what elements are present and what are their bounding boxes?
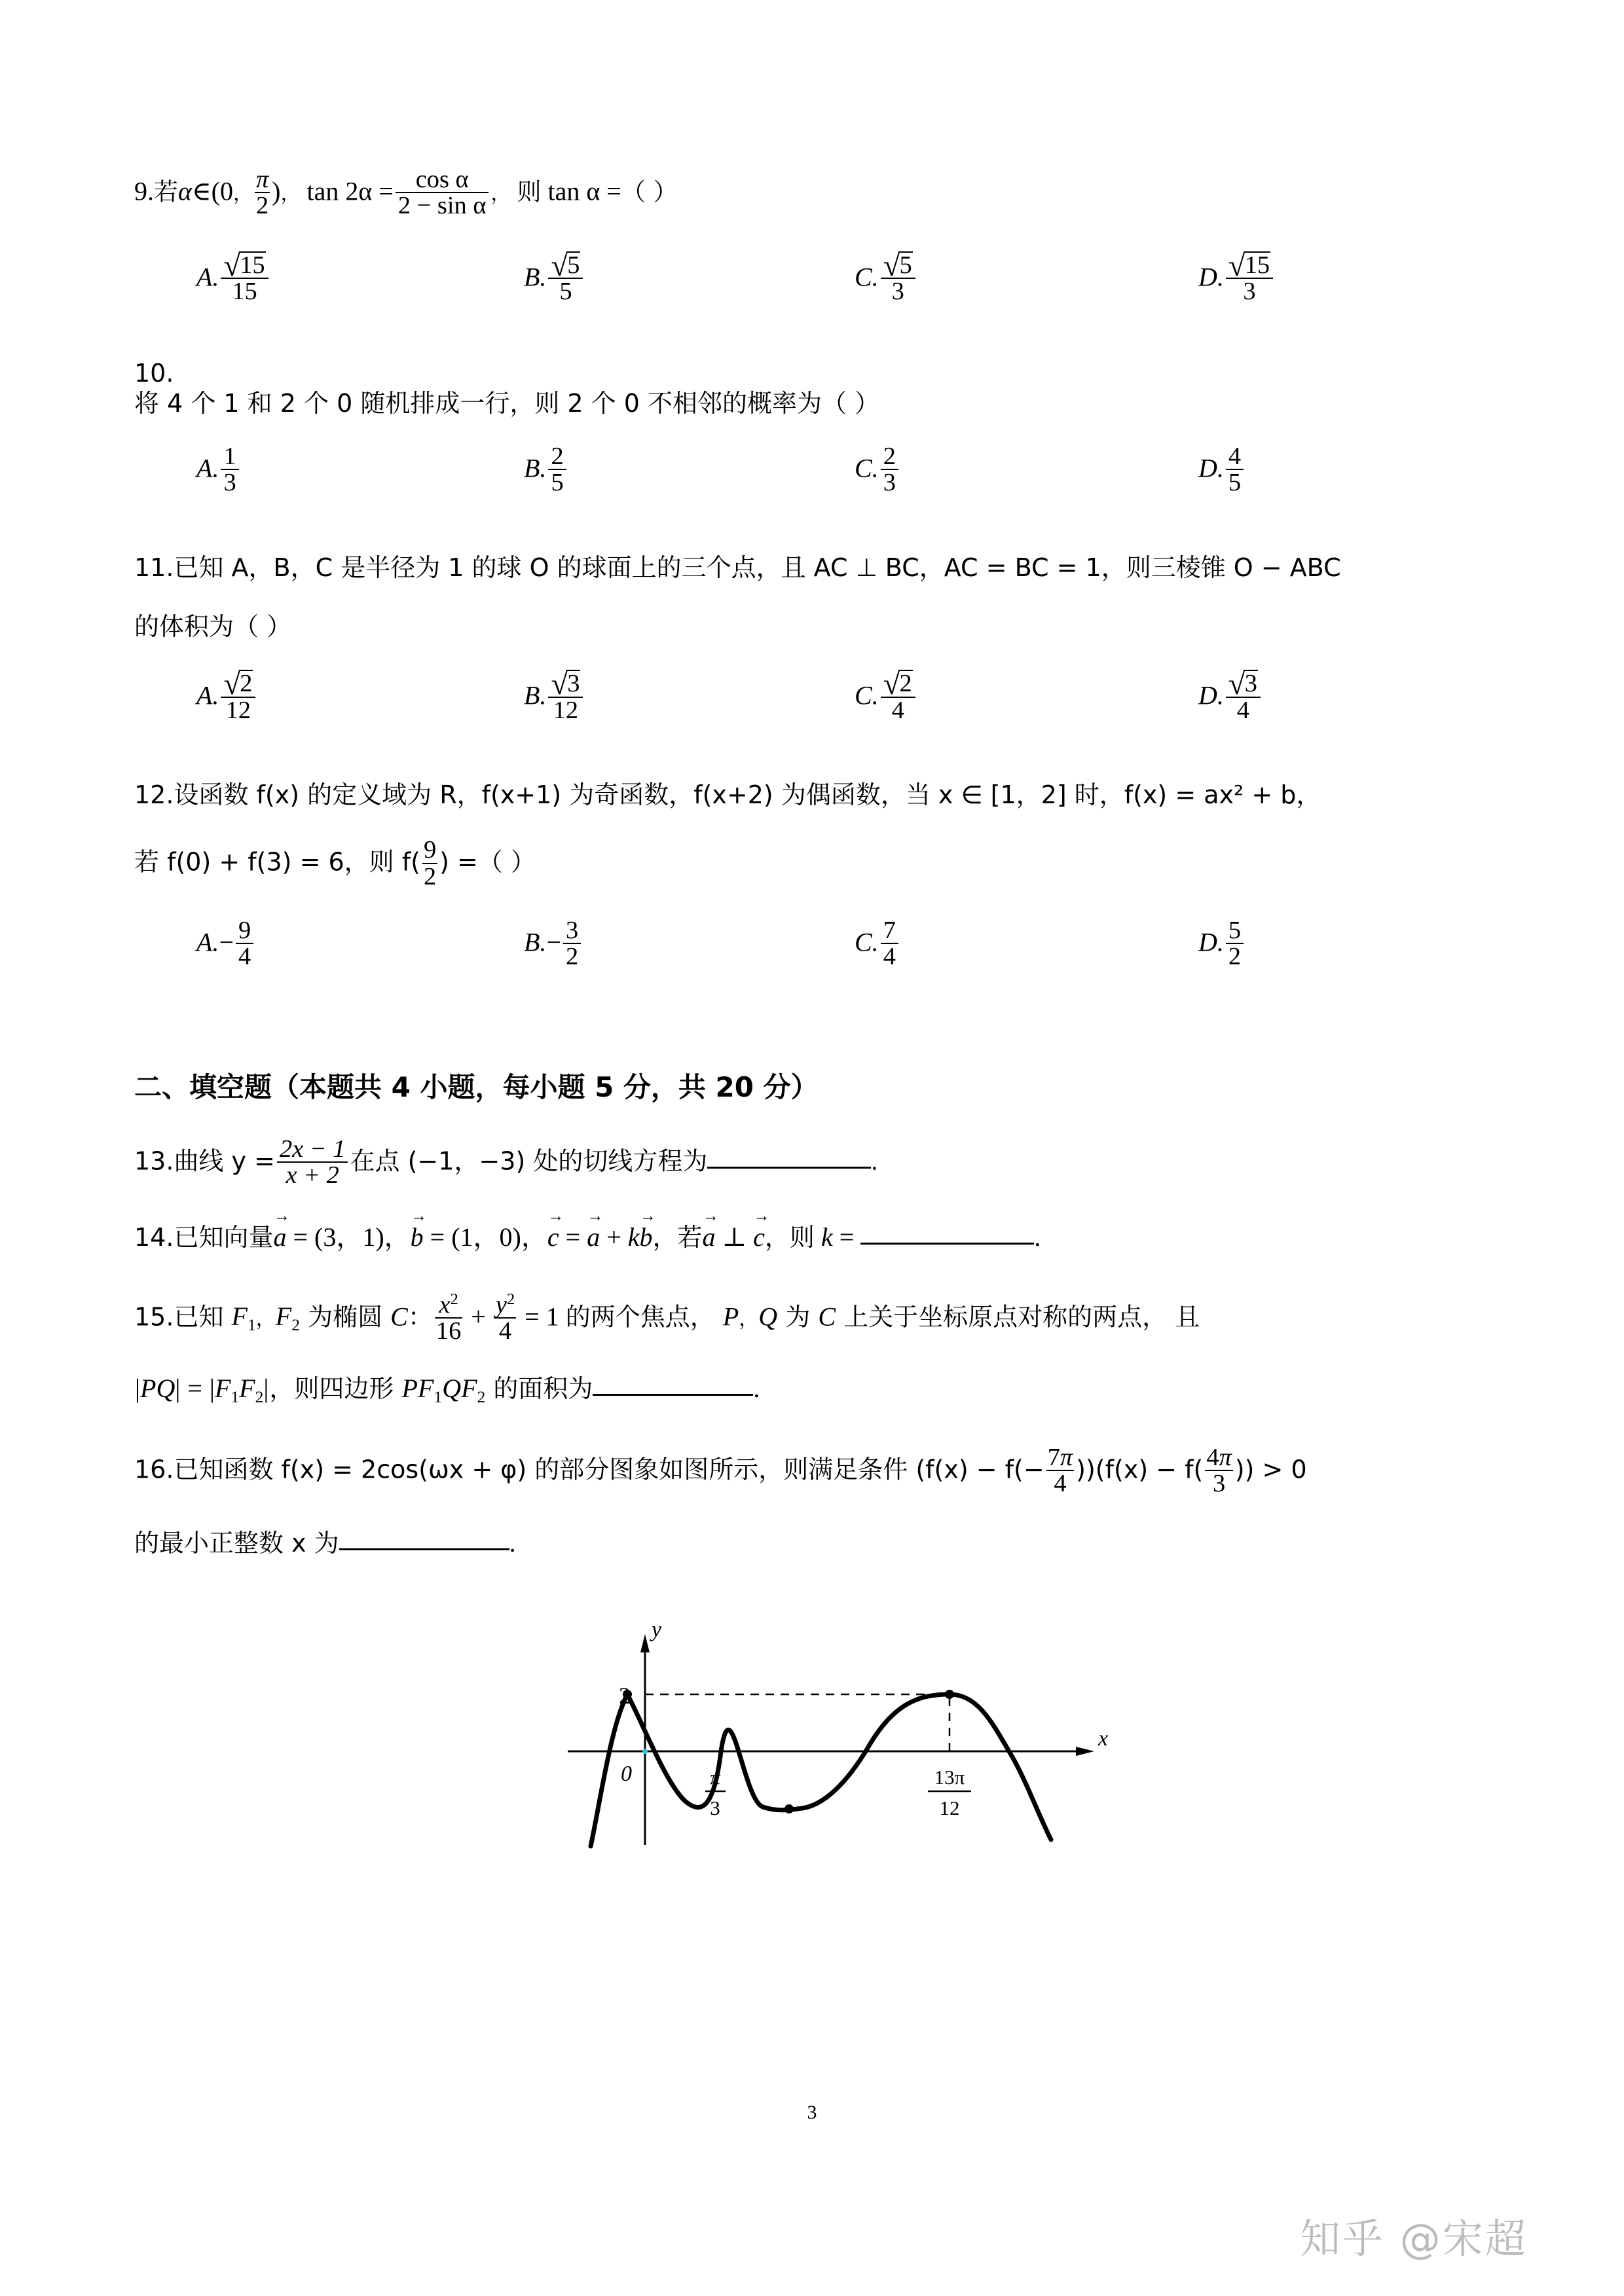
question-13-line: 13.曲线 y = $\frac{2x - 1}{x + 2}$ 在点 (−1，−3) 处的切线方程为 . <box>134 1135 878 1190</box>
q9-tan2a: tan 2α <box>306 176 373 206</box>
q14-answer-blank[interactable] <box>860 1243 1034 1245</box>
q14-vector-c2: c → <box>753 1207 770 1252</box>
q9-paren-close: ) <box>272 176 281 206</box>
q9-fraction <box>396 167 489 219</box>
q11-option-D[interactable] <box>1198 668 1263 723</box>
page-content <box>134 167 1418 1859</box>
y-axis-arrow-icon <box>640 1634 650 1652</box>
q14-vector-a: a → <box>273 1207 290 1252</box>
question-13 <box>134 1137 1418 1188</box>
q11-option-C-label: C. <box>855 680 879 710</box>
q12-option-B-value: $\frac{3}{2}$ <box>563 918 581 970</box>
q10-option-D[interactable] <box>1198 444 1246 496</box>
q9-option-B-value: √ 5 5 <box>548 250 583 304</box>
q10-option-D-value: $\frac{4}{5}$ <box>1226 444 1244 496</box>
q10-option-B[interactable] <box>524 444 568 496</box>
question-15-line1: 15.已知 $F_1$，$F_2$ 为椭圆 C： $\frac{x^2}{16}$ + $\frac{y^2}{4}$ = 1 的两个焦点， P，Q 为 C 上关于坐标原点对称的两点， 且 <box>134 1290 1200 1345</box>
q9-number: 9. <box>134 176 154 206</box>
page-number: 3 <box>807 2102 817 2123</box>
q12-option-B[interactable] <box>524 918 583 970</box>
q13-answer-blank[interactable] <box>707 1167 871 1169</box>
question-15-line2: $|PQ| = |F_1F_2|$，则四边形 $PF_1QF_2$ 的面积为 . <box>135 1374 760 1407</box>
q14-vector-b2: b → <box>639 1207 656 1252</box>
q11-option-B-label: B. <box>524 680 547 710</box>
question-15 <box>134 1292 1418 1407</box>
question-12-line2: 若 f(0) + f(3) = 6，则 f( $\frac{9}{2}$ ) =（ ） <box>134 836 536 890</box>
x-tick-label-pi-over-3 <box>705 1766 726 1819</box>
q12-option-C[interactable] <box>855 918 900 970</box>
x-tick-label-13pi-over-12 <box>928 1766 971 1819</box>
question-11-options <box>134 661 1418 739</box>
q9-eq2: = <box>606 176 621 206</box>
q11-option-B[interactable] <box>524 668 585 723</box>
q9-then: 则 <box>517 177 542 206</box>
q9-option-B-label: B. <box>524 262 547 292</box>
q9-eq: = <box>378 176 394 206</box>
q11-option-D-value: √ 3 4 <box>1226 668 1261 723</box>
q10-option-C-label: C. <box>855 453 879 483</box>
question-10-stem: 10. <box>134 358 174 388</box>
q12-option-C-value: $\frac{7}{4}$ <box>881 918 898 970</box>
q15-answer-blank[interactable] <box>593 1394 753 1396</box>
q9-zero: 0 <box>219 176 233 206</box>
q10-option-A-value: $\frac{1}{3}$ <box>221 444 238 496</box>
q16-7pi-over-4: $\frac{7\pi}{4}$ <box>1047 1444 1073 1498</box>
q10-option-B-label: B. <box>524 453 547 483</box>
q9-stem-cn: 若 <box>154 177 178 206</box>
question-10 <box>134 359 1418 418</box>
q15-abs-pq: |PQ| <box>135 1374 181 1404</box>
question-16-figure <box>134 1584 1418 1859</box>
q12-option-C-label: C. <box>855 927 879 957</box>
q11-option-B-value: √ 3 12 <box>548 668 583 723</box>
question-16-line2: 的最小正整数 x 为 . <box>134 1527 516 1558</box>
x-axis-arrow-icon <box>1076 1747 1094 1756</box>
q16-answer-blank[interactable] <box>339 1548 509 1550</box>
cosine-curve <box>591 1694 1051 1846</box>
q12-option-A-value: $\frac{9}{4}$ <box>236 918 253 970</box>
trough-marker <box>784 1804 794 1813</box>
q9-option-D-label: D. <box>1198 262 1224 292</box>
peak-marker-2 <box>945 1690 954 1699</box>
q12-option-A-sign: − <box>219 927 234 957</box>
q9-tana: tan α <box>547 176 600 206</box>
q11-option-C[interactable] <box>855 668 917 723</box>
question-10-options <box>134 435 1418 513</box>
q12-option-D-value: $\frac{5}{2}$ <box>1226 918 1244 970</box>
question-9-options <box>134 238 1418 314</box>
question-9-stem <box>134 167 1418 219</box>
q9-option-C-value: √ 5 3 <box>881 250 915 304</box>
svg-text:12: 12 <box>939 1796 960 1819</box>
q9-fraction-den: 2 − sin α <box>396 192 489 218</box>
question-12 <box>134 780 1418 889</box>
q11-option-C-value: √ 2 4 <box>881 668 915 723</box>
q12-option-A[interactable] <box>196 918 255 970</box>
q9-option-D[interactable] <box>1198 250 1275 304</box>
q14-vector-b: b → <box>410 1207 427 1252</box>
q12-option-A-label: A. <box>196 927 219 957</box>
question-12-line1: 12.设函数 f(x) 的定义域为 R，f(x+1) 为奇函数，f(x+2) 为偶函数，当 x ∈ [1，2] 时，f(x) = ax² + b， <box>134 780 1321 810</box>
q15-y2-over-4: $\frac{y^2}{4}$ <box>495 1290 515 1345</box>
q9-option-A-value: √ 15 15 <box>221 250 268 304</box>
q10-option-A-label: A. <box>196 453 219 483</box>
q10-option-C[interactable] <box>855 444 900 496</box>
svg-text:π: π <box>710 1765 720 1789</box>
q11-option-A[interactable] <box>196 668 257 723</box>
question-14-line: 14.已知向量a → = (3，1)，b → = (1，0)，c → = a → + kb → ，若a → ⊥ c → ，则 k = . <box>134 1207 1041 1252</box>
q14-vector-a3: a → <box>702 1207 719 1252</box>
q10-option-C-value: $\frac{2}{3}$ <box>881 444 898 496</box>
q10-option-D-label: D. <box>1198 453 1224 483</box>
q16-4pi-over-3: $\frac{4\pi}{3}$ <box>1206 1444 1232 1498</box>
q14-vector-c: c → <box>547 1207 564 1252</box>
q9-option-D-value: √ 15 3 <box>1226 250 1273 304</box>
x-axis-label: x <box>1098 1726 1109 1751</box>
q12-option-D[interactable] <box>1198 918 1246 970</box>
q9-comma3: ， <box>490 182 511 206</box>
question-11-line2: 的体积为（ ） <box>134 611 292 641</box>
question-11-line1: 11.已知 A，B，C 是半径为 1 的球 O 的球面上的三个点，且 AC ⊥ BC，AC = BC = 1，则三棱锥 O − ABC <box>134 553 1341 582</box>
q10-option-A[interactable] <box>196 444 241 496</box>
q9-option-C[interactable] <box>855 250 917 304</box>
q12-option-B-label: B. <box>524 927 547 957</box>
question-11 <box>134 553 1418 642</box>
q9-fraction-num: cos α <box>415 166 469 193</box>
q11-option-A-label: A. <box>196 680 219 710</box>
q10-option-B-value: $\frac{2}{5}$ <box>548 444 566 496</box>
q11-option-A-value: √ 2 12 <box>221 668 255 723</box>
q13-fraction: $\frac{2x - 1}{x + 2}$ <box>277 1137 348 1188</box>
watermark-zhihu: 知乎 @宋超 <box>1300 2215 1528 2263</box>
origin-dot <box>642 1749 648 1754</box>
q12-option-D-label: D. <box>1198 927 1224 957</box>
y-axis-label: y <box>652 1617 662 1642</box>
q14-vector-a2: a → <box>587 1207 604 1252</box>
q9-option-A-label: A. <box>196 262 219 292</box>
q12-option-B-sign: − <box>546 927 561 957</box>
origin-label: 0 <box>621 1761 632 1786</box>
q9-paren-open: ( <box>211 176 220 206</box>
q9-option-A[interactable] <box>196 250 270 304</box>
q9-pi-over-2: $\frac{\pi}{2}$ <box>255 166 269 220</box>
svg-text:13π: 13π <box>934 1765 965 1789</box>
question-16 <box>134 1445 1418 1558</box>
q9-alpha: α <box>178 176 192 206</box>
cosine-graph-svg <box>527 1584 1130 1859</box>
q15-abs-f1f2: $|F_1F_2|$ <box>209 1374 269 1407</box>
q15-x2-over-16: $\frac{x^2}{16}$ <box>435 1290 462 1345</box>
question-16-line1: 16.已知函数 f(x) = 2cos(ωx + φ) 的部分图象如图所示，则满足条件 (f(x) − f(− $\frac{7\pi}{4}$ ))(f(x) − f( $\frac{4\pi}{3}$ )) > 0 <box>134 1444 1307 1498</box>
question-12-options <box>134 909 1418 987</box>
svg-text:3: 3 <box>710 1796 720 1819</box>
q9-option-B[interactable] <box>524 250 585 304</box>
q9-choice-paren: （ ） <box>621 177 678 206</box>
q9-option-C-label: C. <box>855 262 879 292</box>
q9-in: ∈ <box>192 176 212 206</box>
question-9 <box>134 167 1418 219</box>
q9-comma2: ， <box>280 182 301 206</box>
y-tick-label-2: 2 <box>619 1682 631 1709</box>
question-10-text: 将 4 个 1 和 2 个 0 随机排成一行，则 2 个 0 不相邻的概率为（ ） <box>134 388 880 418</box>
question-14 <box>134 1207 1418 1252</box>
q12-nine-over-two: $\frac{9}{2}$ <box>423 836 437 890</box>
section-2-heading: 二、填空题（本题共 4 小题，每小题 5 分，共 20 分） <box>134 1071 819 1103</box>
q11-option-D-label: D. <box>1198 680 1224 710</box>
q9-comma: ， <box>232 182 253 206</box>
